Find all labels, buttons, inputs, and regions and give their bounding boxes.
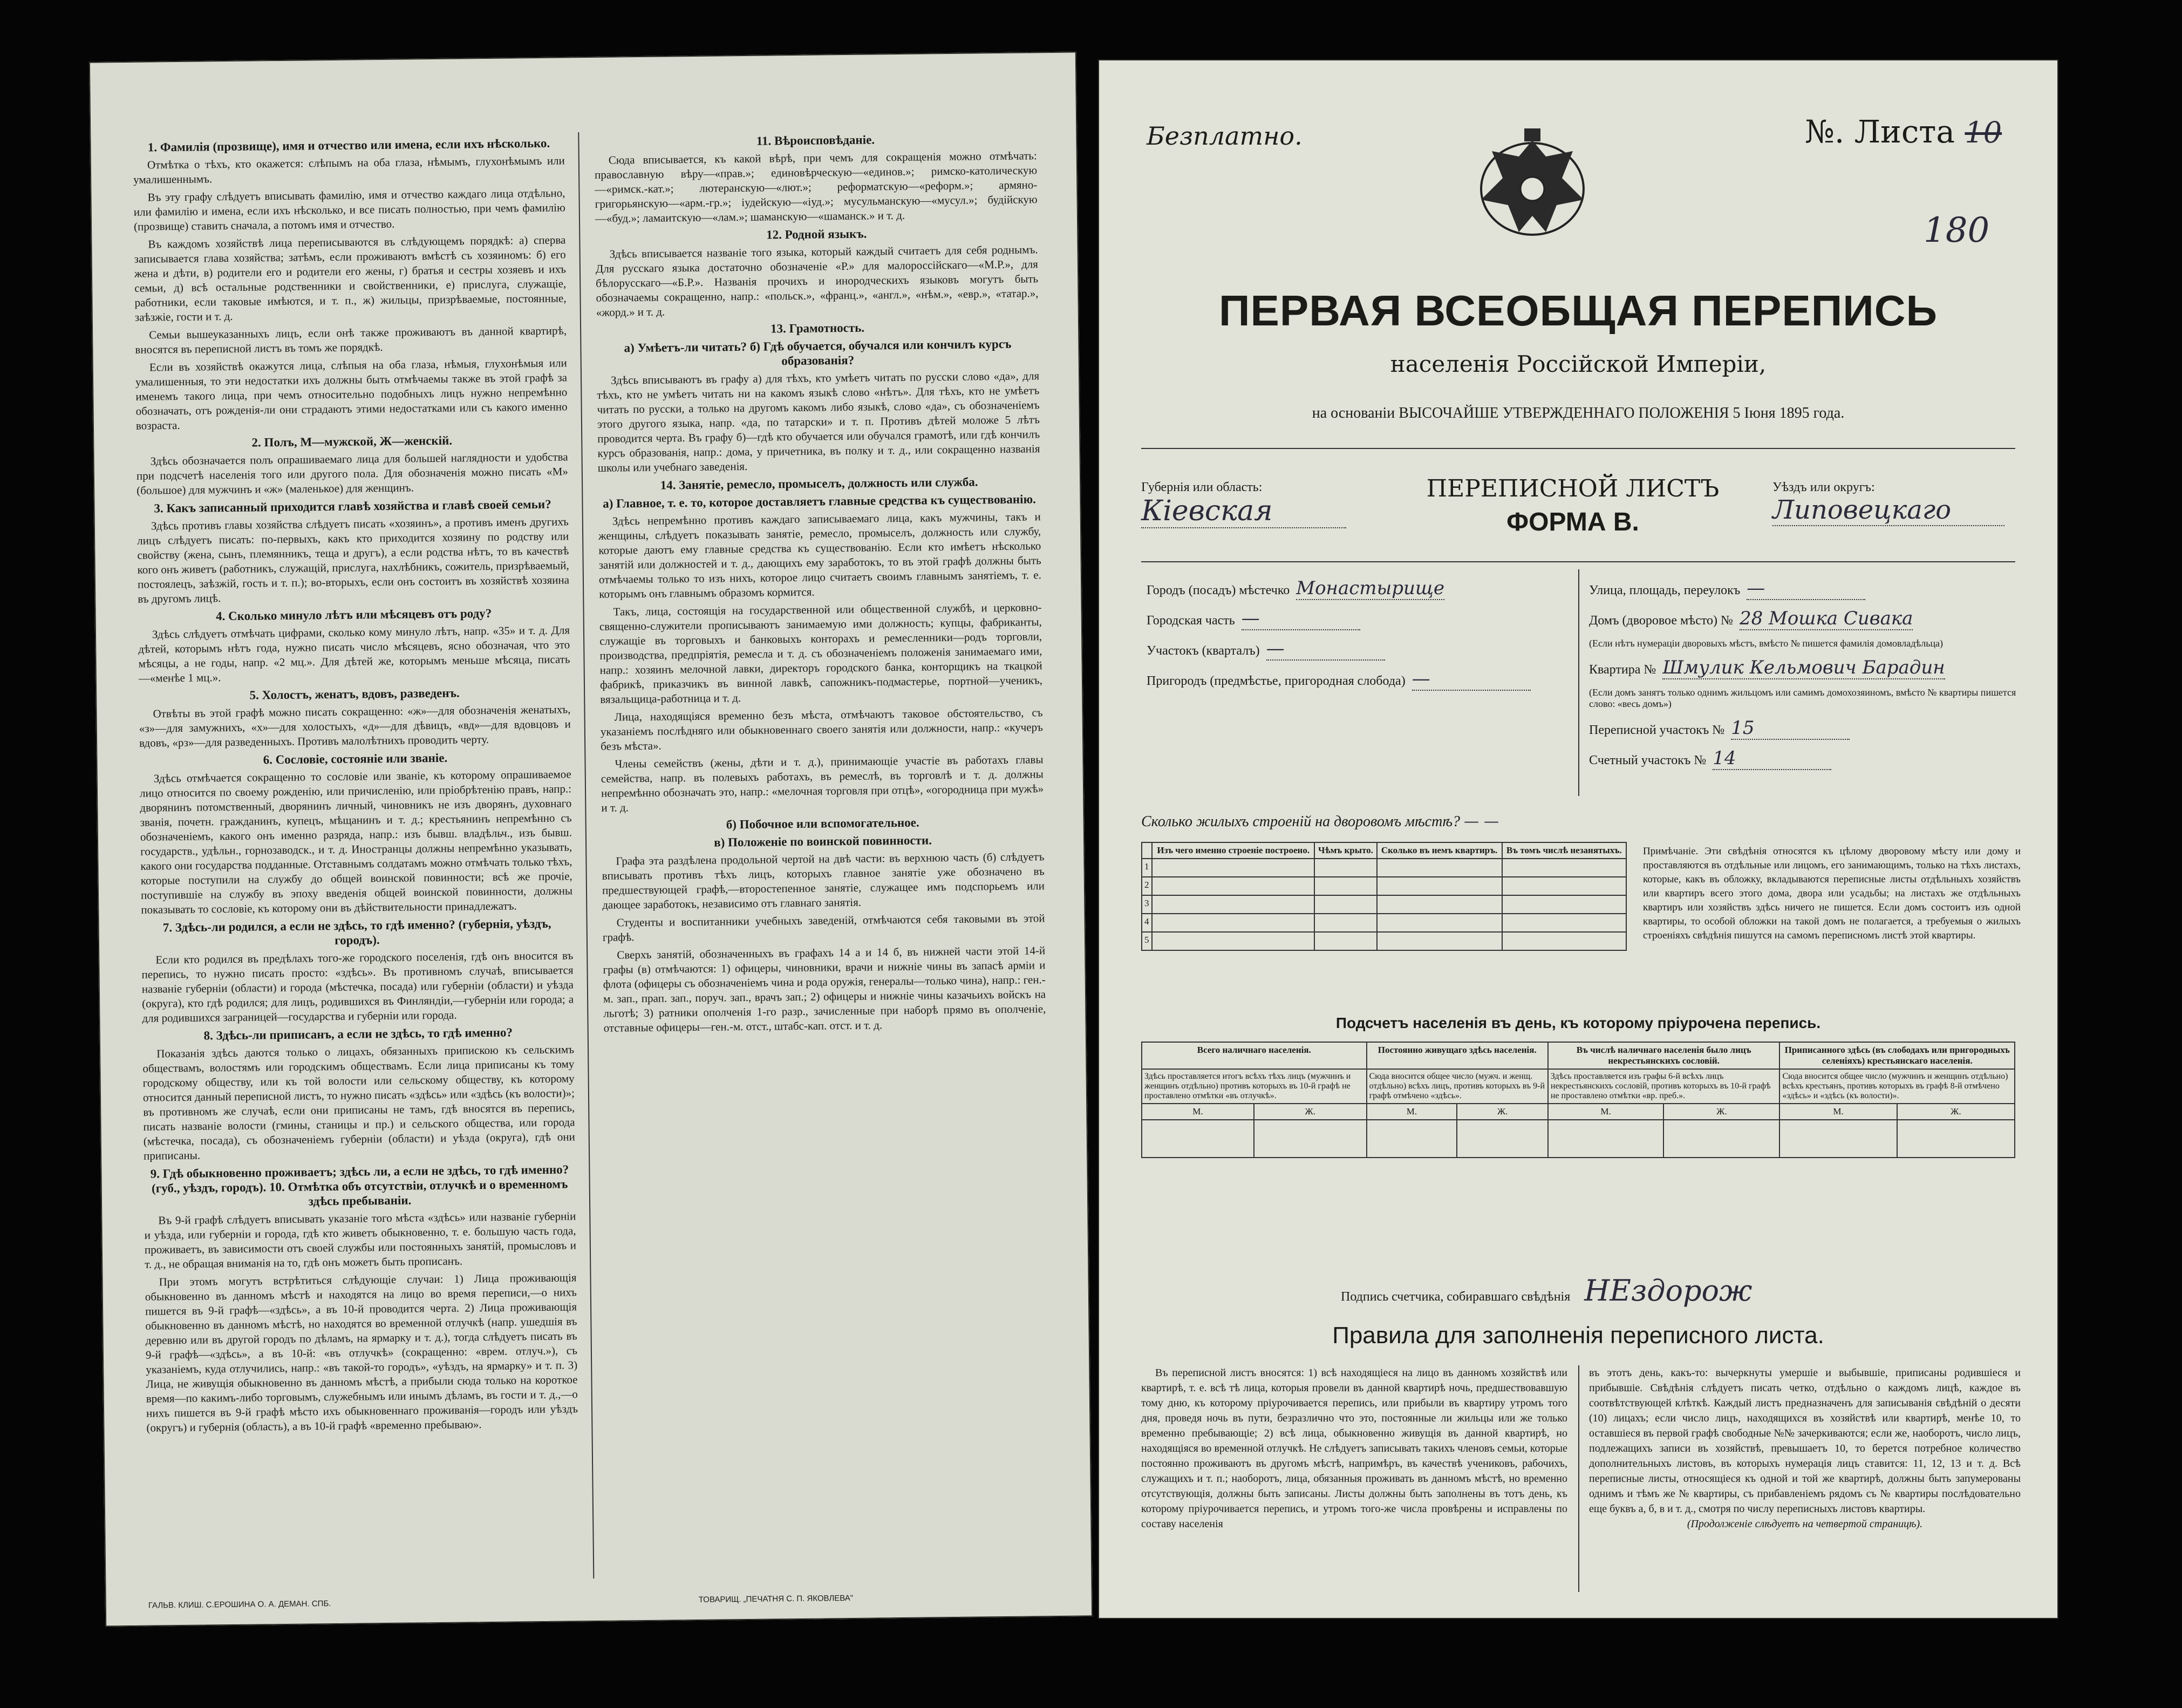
table-header-cell: Въ томъ числѣ незанятыхъ. <box>1502 842 1626 859</box>
section-paragraph: Такъ, лица, состоящія на государственной или общественной службѣ, и церковно-священно-служители прописываютъ занимаемую ими должность; купцы, фабриканты, служащіе въ торговыхъ и банковыхъ конторахъ и ремесленники—родъ торговли, производства, предпріятія, ремесла и т. д. съ обозначеніемъ положенія занимаемаго ими, напр.: хозяинъ мелочной лавки, директоръ городского банка, конторщикъ на ткацкой фабрикѣ, приказчикъ въ винной лавкѣ, сапожникъ-подмастерье, портной—ученикъ, вязальщица-работница и т. д. <box>599 601 1043 706</box>
section-paragraph: Здѣсь вписывается названіе того языка, который каждый считаетъ для себя роднымъ. Для русскаго языка достаточно обозначеніе «Р.» для малороссійскаго—«М.Р.», для бѣлорусскаго—«Б.Р.». Названія прочихъ и инородческихъ языковъ могутъ быть обозначаемы сокращенно, напр.: «польск.», «франц.», «англ.», «нѣм.», «евр.», «татар.», «жорд.» и т. д. <box>595 243 1039 319</box>
signature-label: Подпись счетчика, собиравшаго свѣдѣнія <box>1341 1290 1571 1304</box>
buildings-value: — — <box>1464 812 1499 830</box>
census-basis: на основаніи ВЫСОЧАЙШЕ УТВЕРЖДЕННАГО ПОЛОЖЕНІЯ 5 Іюня 1895 года. <box>1312 405 1845 421</box>
section-paragraph: Если въ хозяйствѣ окажутся лица, слѣпыя на оба глаза, нѣмыя, глухонѣмыя или умалишенныя, то эти недостатки ихъ должны быть отмѣчаемы также въ этой графѣ за именемъ такого лица, при чемъ относительно подобныхъ лицъ нужно непремѣнно обозначать, отъ рожденія-ли они страдаютъ этими недостатками или съ какого именно возраста. <box>135 356 568 432</box>
table-header-cell: Приписанного здѣсь (въ слободахъ или пригородныхъ селеніяхъ) крестьянскаго населенія. <box>1779 1042 2015 1069</box>
gubernia-value: Кіевская <box>1141 495 1346 528</box>
sheet-label: №. Листа <box>1805 113 1955 150</box>
section-heading: 6. Сословіе, состояніе или званіе. <box>263 751 448 767</box>
table-desc-cell: Сюда вносится общее число (мужчинъ и женщинъ отдѣльно) всѣхъ крестьянъ, противъ которыхъ въ графѣ 8-й отмѣчено «здѣсь» и «здѣсь (къ волости)». <box>1779 1069 2015 1104</box>
address-field <box>1589 687 2021 710</box>
section-paragraph: Въ эту графу слѣдуетъ вписывать фамилію, имя и отчество каждаго лица отдѣльно, или фамилію и имена, если ихъ нѣсколько, и все писать полностью, при чемъ фамилію (прозвище) ставить сначала, а потомъ имя и отчество. <box>133 186 565 233</box>
address-field-label: Участокъ (кварталъ) <box>1147 644 1260 658</box>
form-subtitle: ФОРМА В. <box>1506 508 1639 536</box>
table-cell <box>1502 877 1626 895</box>
address-field <box>1589 608 2021 630</box>
sex-column-label: Ж. <box>1663 1104 1779 1120</box>
signature-line <box>1341 1274 1752 1308</box>
address-right-block <box>1589 577 2021 778</box>
section-paragraph: Здѣсь противъ главы хозяйства слѣдуетъ писать «хозяинъ», а противъ именъ другихъ лицъ слѣдуетъ писать: по-первыхъ, какъ кто приходится хозяину по родству или свойству (жена, сынъ, племянникъ, теща и другъ), а если родства нѣтъ, то въ качествѣ кого онъ живетъ (работникъ, служащій, прислуга, нахлѣбникъ, сожитель, призрѣваемый, постоялецъ, заѣзжій, гость и т. п.); во-вторыхъ, если онъ состоитъ въ хозяйствѣ хозяина въ другомъ лицѣ. <box>137 515 570 605</box>
table-cell <box>1152 914 1314 932</box>
table-header-cell: Всего наличнаго населенія. <box>1142 1042 1367 1069</box>
section-heading: б) Побочное или вспомогательное. <box>726 815 919 832</box>
table-cell <box>1314 932 1376 950</box>
sex-column-label: М. <box>1779 1104 1897 1120</box>
address-field-label: Городская часть <box>1147 614 1235 628</box>
table-header-cell: Сколько въ немъ квартиръ. <box>1377 842 1502 859</box>
address-field <box>1147 608 1567 630</box>
header-rule <box>1141 448 2015 449</box>
rules-column-1: Въ переписной листъ вносятся: 1) всѣ находящіеся на лицо въ данномъ хозяйствѣ или квартирѣ, т. е. всѣ тѣ лица, которыя провели въ данной квартирѣ ночь, предшествовавшую тому дню, къ которому пріурочивается перепись, или прибыли въ квартиру утромъ того дня, проведя ночь въ пути, безразлично что это, постоянные ли жильцы или же только временно пребывающіе; 2) всѣ лица, обыкновенно живущія въ данной квартирѣ, но находящіяся во временной отлучкѣ. Не слѣдуетъ записывать такихъ членовъ семьи, которые постоянно проживаютъ въ другомъ мѣстѣ, напримѣръ, въ качествѣ учениковъ, рабочихъ, служащихъ и т. п.; наоборотъ, лица, обязанныя проживать въ данномъ мѣстѣ, но временно отсутствующія, должны быть записаны. Листы должны быть заполнены въ тотъ день, къ которому пріурочивается перепись, и утромъ того-же числа провѣрены и исправлены по составу населенія <box>1141 1367 1567 1530</box>
gubernia-label: Губернія или область: <box>1141 480 1263 494</box>
sex-column-label: Ж. <box>1897 1104 2015 1120</box>
table-row <box>1142 914 1626 932</box>
address-field <box>1589 638 2021 649</box>
table-row <box>1142 859 1626 877</box>
address-field-label: Пригородъ (предмѣстье, пригородная слобода) <box>1147 674 1406 688</box>
table-header-row <box>1142 842 1626 859</box>
section-paragraph: При этомъ могутъ встрѣтиться слѣдующіе случаи: 1) Лица проживающія обыкновенно въ данномъ мѣстѣ и находятся на лицо во время переписи,—о нихъ пишется въ 9-й графѣ—«здѣсь», а въ 10-й проводится черта. 2) Лица проживающія обыкновенно въ данномъ мѣстѣ, но находятся во временной отлучкѣ (напр. ушедшія въ деревню или въ другой городъ по дѣламъ, на ярмарку и т. д.), тогда слѣдуетъ писать въ 9-й графѣ—«здѣсь», а въ 10-й: «въ отлучкѣ» (сокращенно: «врем. отлуч.»), съ указаніемъ, куда отлучились, напр.: «въ такой-то городъ», «уѣздъ, на ярмарку» и т. п. 3) Лица, не живущія обыкновенно въ данномъ мѣстѣ, а прибыли сюда только на короткое время—по какимъ-либо торговымъ, служебнымъ или инымъ дѣламъ, въ гости и т. д.,—о нихъ пишется въ 9-й графѣ мѣсто ихъ обыкновеннаго проживанія—городъ или уѣздъ (округъ) и губернія (область), а въ 10-й графѣ «временно пребываю». <box>145 1271 578 1434</box>
column-divider <box>578 132 594 1578</box>
address-field <box>1147 638 1567 661</box>
section-heading: 12. Родной языкъ. <box>766 227 867 242</box>
table-cell <box>1377 877 1502 895</box>
section-heading: в) Положеніе по воинской повинности. <box>714 833 932 849</box>
address-field-label: Улица, площадь, переулокъ <box>1589 583 1741 597</box>
address-field <box>1589 747 2021 770</box>
sheet-number-label <box>1805 113 2002 150</box>
section-paragraph: Лица, находящіяся временно безъ мѣста, отмѣчаютъ таковое обстоятельство, съ указаніемъ послѣдняго или обыкновеннаго своего занятія или должности, напр.: «кучеръ безъ мѣста». <box>600 706 1043 753</box>
section-paragraph: Семьи вышеуказанныхъ лицъ, если онѣ также проживаютъ въ данной квартирѣ, вносятся въ переписной листъ въ томъ же порядкѣ. <box>135 324 567 356</box>
row-number: 4 <box>1142 914 1152 932</box>
table-cell <box>1152 877 1314 895</box>
table-cell <box>1152 895 1314 914</box>
section-heading: 1. Фамилія (прозвище), имя и отчество или имена, если ихъ нѣсколько. <box>147 136 550 154</box>
address-field <box>1147 668 1567 691</box>
address-field-value: 14 <box>1713 747 1831 770</box>
table-row <box>1142 1104 2015 1120</box>
sex-column-label: М. <box>1367 1104 1457 1120</box>
table-cell <box>1314 895 1376 914</box>
sex-column-label: М. <box>1548 1104 1663 1120</box>
section-paragraph: Отмѣтка о тѣхъ, кто окажется: слѣпымъ на оба глаза, нѣмымъ, глухонѣмымъ или умалишеннымъ. <box>133 154 565 186</box>
section-heading: 9. Гдѣ обыкновенно проживаетъ; здѣсь ли, а если не здѣсь, то гдѣ именно? (губ., уѣздъ, городъ). 10. Отмѣтка объ отсутствіи, отлучкѣ и о временномъ здѣсь пребываніи. <box>150 1162 569 1208</box>
section-heading: а) Умѣетъ-ли читать? б) Гдѣ обучается, обучался или кончилъ курсъ образованія? <box>624 337 1012 368</box>
address-field <box>1147 577 1567 600</box>
buildings-question <box>1141 812 1499 831</box>
address-left-block <box>1147 577 1567 698</box>
address-field-label: (Если нѣтъ нумераціи дворовыхъ мѣстъ, вмѣсто № пишется фамилія домовладѣльца) <box>1589 638 1944 649</box>
table-cell <box>1152 859 1314 877</box>
free-label: Безплатно. <box>1147 121 1303 151</box>
table-row <box>1142 1069 2015 1104</box>
table-cell <box>1779 1120 1897 1158</box>
section-paragraph: Здѣсь непремѣнно противъ каждаго записываемаго лица, какъ мужчины, такъ и женщины, слѣдуетъ показывать занятіе, ремесло, промыселъ, должность или службу, которые даютъ ему главные средства къ существованію. Если кто имѣетъ нѣсколько занятій или должностей и т. д., дающихъ ему заработокъ, то въ этой графѣ должны быть отмѣчаемы только то изъ нихъ, которое лицо считаетъ своимъ главнымъ занятіемъ, т. е. которымъ онъ главнымъ образомъ кормится. <box>598 510 1042 601</box>
section-heading: 8. Здѣсь-ли приписанъ, а если не здѣсь, то гдѣ именно? <box>203 1025 513 1043</box>
address-field-value: Монастырище <box>1296 577 1445 599</box>
signature: НЕздорож <box>1584 1274 1753 1308</box>
section-heading: 3. Какъ записанный приходится главѣ хозяйства и главѣ своей семьи? <box>154 497 551 515</box>
section-heading: 11. Вѣроисповѣданіе. <box>756 133 875 148</box>
section-paragraph: Студенты и воспитанники учебныхъ заведеній, отмѣчаются себя таковыми въ этой графѣ. <box>602 911 1045 944</box>
section-heading: 13. Грамотность. <box>770 321 865 336</box>
population-count-table <box>1141 1042 2015 1158</box>
table-desc-cell: Сюда вносится общее число (мужч. и женщ. отдѣльно) всѣхъ лицъ, противъ которыхъ въ 9-й графѣ отмѣчено «здѣсь». <box>1367 1069 1548 1104</box>
table-cell <box>1502 932 1626 950</box>
imperial-eagle-emblem <box>1476 119 1589 248</box>
table-header-cell: Изъ чего именно строеніе построено. <box>1152 842 1314 859</box>
table-desc-cell: Здѣсь проставляется итогъ всѣхъ тѣхъ лицъ (мужчинъ и женщинъ отдѣльно) противъ которыхъ въ 10-й графѣ не проставлено отмѣтки «въ отлучкѣ». <box>1142 1069 1367 1104</box>
section-paragraph: Сюда вписывается, къ какой вѣрѣ, при чемъ для сокращенія можно отмѣчать: православную вѣру—«прав.»; единовѣрческую—«единов.»; римско-католическую—«римск.-кат.»; лютеранскую—«лют.»; реформатскую—«реформ.»; армяно-григорьянскую—«арм.-гр.»; іудейскую—«іуд.»; мусульманскую—«мусул.»; будійскую—«буд.»; ламаитскую—«лам.»; шаманскую—«шаманск.» и т. д. <box>594 149 1038 225</box>
uezd-value: Липовецкаго <box>1772 495 2004 526</box>
rules-column-2 <box>1589 1365 2021 1532</box>
count-title: Подсчетъ населенія въ день, къ которому пріурочена перепись. <box>1335 1015 1821 1031</box>
address-field-value: — <box>1747 577 1865 600</box>
section-paragraph: Здѣсь слѣдуетъ отмѣчать цифрами, сколько кому минуло лѣтъ, напр. «35» и т. д. Для дѣтей, которымъ нѣтъ года, нужно писать число мѣсяцевъ, ясно обозначая, что это мѣсяцы, а не годы, напр. «2 мц.». Для дѣтей же, которымъ меньше мѣсяца, писать—«менѣе 1 мц.». <box>138 623 570 685</box>
buildings-table <box>1141 842 1627 951</box>
section-heading: 2. Полъ, М—мужской, Ж—женскій. <box>251 433 453 450</box>
address-field-value: Шмулик Кельмович Барадин <box>1662 657 1945 678</box>
section-heading: 5. Холостъ, женатъ, вдовъ, разведенъ. <box>249 686 460 702</box>
table-cell <box>1548 1120 1663 1158</box>
section-heading: 7. Здѣсь-ли родился, а если не здѣсь, то гдѣ именно? (губернія, уѣздъ, городъ). <box>162 916 551 947</box>
table-cell <box>1152 932 1314 950</box>
section-paragraph: Здѣсь отмѣчается сокращенно то сословіе или званіе, къ которому опрашиваемое лицо относится по своему рожденію, или причисленію, или пріобрѣтенію правъ, напр.: дворянинъ потомственный, дворянинъ личный, чиновникъ не изъ дворянъ, духовнаго званія, почетн. гражданинъ, купецъ, мѣщанинъ и т. д.; крестьянинъ непремѣнно съ обозначеніемъ, какого онъ именно разряда, напр.: изъ бывш. владѣльч., изъ бывш. государств., удѣльн., горнозаводск., и т. д. Иностранцы должны непремѣнно указывать, какого они государства подданные. Отставнымъ солдатамъ можно отмѣчать только тѣхъ, которые поступили на службу до общей воинской повинности; всѣ же прочіе, поступившіе на службу въ эпоху введенія общей воинской повинности, должны показывать то сословіе, къ которому они въ дѣйствительности принадлежатъ. <box>139 767 573 916</box>
table-header-cell: Постоянно живущаго здѣсь населенія. <box>1367 1042 1548 1069</box>
sheet-number: 10 <box>1965 115 2002 149</box>
right-page <box>1098 59 2058 1619</box>
table-cell <box>1314 914 1376 932</box>
table-cell <box>1142 1120 1254 1158</box>
table-row <box>1142 932 1626 950</box>
section-paragraph: Въ каждомъ хозяйствѣ лица переписываются въ слѣдующемъ порядкѣ: а) сперва записывается глава хозяйства; затѣмъ, если проживаютъ вмѣстѣ съ хозяиномъ: б) его жена и дѣти, в) родители его и родители его жены, г) братья и сестры хозяевъ и ихъ семьи, д) всѣ остальные родственники и свойственники, е) прислуга, служащіе, работники, если таковые имѣются, и т. п., ж) жильцы, призрѣваемые, постоянные, заѣзжіе, гости и т. д. <box>134 233 567 324</box>
address-field-label: Домъ (дворовое мѣсто) № <box>1589 614 1733 628</box>
table-cell <box>1663 1120 1779 1158</box>
section-paragraph: Если кто родился въ предѣлахъ того-же городского поселенія, гдѣ онъ вносится въ перепись, то нужно писать просто: «здѣсь». Въ противномъ случаѣ, вписывается названіе губерніи (области) и города (мѣстечка, посада) или губерніи (области) и уѣзда (округа), кто гдѣ родился; для лицъ, родившихся въ Финляндіи,—губерніи или города; а для родившихся заграницей—государства и губерніи или города. <box>141 949 574 1025</box>
buildings-question-label: Сколько жилыхъ строеній на дворовомъ мѣстѣ? <box>1141 813 1461 830</box>
buildings-note: Примѣчаніе. Эти свѣдѣнія относятся къ цѣлому дворовому мѣсту или дому и проставляются въ отдѣльные или лицомъ, его занимающимъ, только на тѣхъ листахъ, которые, какъ въ обложку, вкладываются переписные листы отдѣльныхъ хозяйствъ или квартиръ всего этого дома, двора или усадьбы; на листахъ же отдѣльныхъ квартиръ или хозяйствъ здѣсь ничего не пишется. Если домъ состоитъ изъ одной квартиры, то особой обложки на такой домъ не полагается, а требуемыя о жилыхъ строеніяхъ свѣдѣнія пишутся на самомъ переписномъ листѣ этой квартиры. <box>1643 846 2021 941</box>
address-field <box>1589 717 2021 740</box>
address-field-value: — <box>1412 668 1531 691</box>
section-heading: 4. Сколько минуло лѣтъ или мѣсяцевъ отъ роду? <box>215 606 492 623</box>
printer-credit-right: ТОВАРИЩ. „ПЕЧАТНЯ С. П. ЯКОВЛЕВА" <box>698 1593 854 1604</box>
gubernia-field <box>1141 480 1368 528</box>
section-paragraph: Сверхъ занятій, обозначенныхъ въ графахъ 14 а и 14 б, въ нижней части этой 14-й графы (в) отмѣчаются: 1) офицеры, чиновники, врачи и нижніе чины въ запасѣ арміи и флота (офицеры съ обозначеніемъ чина и рода оружія, генералы—только чина), напр.: ген.-м. зап., прап. зап., поруч. зап., врачъ зап.; 2) офицеры и нижніе чины казачьихъ войскъ на льготѣ; 3) ратники ополченія 1-го разр., зачисленные при наборѣ прямо въ ополченіе, отставные офицеры—ген.-м. отст., штабс-кап. отст. и т. д. <box>603 944 1046 1035</box>
census-title: ПЕРВАЯ ВСЕОБЩАЯ ПЕРЕПИСЬ <box>1219 287 1938 335</box>
address-field-label: Переписной участокъ № <box>1589 723 1725 737</box>
table-header-cell: Чѣмъ крыто. <box>1314 842 1376 859</box>
row-number: 2 <box>1142 877 1152 895</box>
address-field <box>1589 577 2021 600</box>
table-cell <box>1502 914 1626 932</box>
table-cell <box>1502 895 1626 914</box>
table-cell <box>1457 1120 1547 1158</box>
section-paragraph: Члены семействъ (жены, дѣти и т. д.), принимающіе участіе въ работахъ главы семейства, напр. въ полевыхъ работахъ, въ ремеслѣ, въ торговлѣ и т. д. должны непремѣнно обозначать это, напр.: «мелочная торговля при отцѣ», «огородница при мужѣ» и т. д. <box>601 753 1044 814</box>
section-heading: 14. Занятіе, ремесло, промыселъ, должность или служба. <box>660 475 978 492</box>
table-header-row <box>1142 1042 2015 1069</box>
rules-column-2-text: въ этотъ день, какъ-то: вычеркнуты умершіе и выбывшіе, приписаны родившіеся и прибывшіе. Свѣдѣнія слѣдуетъ писать четко, отдѣльно о каждомъ лицѣ, каждое въ соотвѣтствующей клѣткѣ. Каждый листъ предназначенъ для записыванія свѣдѣній о десяти (10) лицахъ; если число лицъ, находящихся въ хозяйствѣ или квартирѣ, менѣе 10, то оставшіеся въ первой графѣ свободные №№ зачеркиваются; если же, наоборотъ, число лицъ, подлежащихъ записи въ хозяйствѣ, превышаетъ 10, то берется потребное количество дополнительныхъ листовъ, въ которыхъ нумерація лицъ ставится: 11, 12, 13 и т. д. Всѣ переписные листы, относящіеся къ одной и той же квартирѣ, должны быть запумерованы однимъ и тѣмъ же № квартиры, съ прибавленіемъ рядомъ съ № квартиры послѣдовательно еще буквъ а, б, в и т. д., смотря по числу переписныхъ листовъ квартиры. <box>1589 1367 2021 1515</box>
section-heading: а) Главное, т. е. то, которое доставляетъ главные средства къ существованію. <box>602 492 1036 511</box>
table-cell <box>1377 932 1502 950</box>
address-divider <box>1578 569 1579 796</box>
sex-column-label: Ж. <box>1254 1104 1367 1120</box>
section-paragraph: Въ 9-й графѣ слѣдуетъ вписывать указаніе того мѣста «здѣсь» или названіе губерніи и уѣзда, или губерніи и города, гдѣ кто живетъ обыкновенно, т. е. большую часть года, проживаетъ, въ зависимости отъ своей службы или постоянныхъ занятій, промысловъ и т. д., не обращая вниманія на то, гдѣ онъ можетъ быть прописанъ. <box>144 1209 577 1271</box>
address-field <box>1589 657 2021 679</box>
table-cell <box>1254 1120 1367 1158</box>
rules-continuation: (Продолженіе слѣдуетъ на четвертой страницѣ). <box>1687 1518 1923 1530</box>
section-paragraph: Показанія здѣсь даются только о лицахъ, обязанныхъ припискою къ сельскимъ обществамъ, волостямъ или городскимъ обществамъ. Если лица приписаны къ тому городскому обществу, или къ той волости или сельскому обществу, къ которому относится данный переписной листъ, то нужно писать «здѣсь» или «здѣсь (къ волости)»; въ противномъ же случаѣ, если они приписаны не тамъ, гдѣ вносятся въ перепись, писать названіе волости (гмины, станицы и пр.) и сельского общества, или города (мѣстечка, посада), съ обозначеніемъ губерніи (области) и уѣзда (округа), гдѣ они приписаны. <box>142 1043 575 1162</box>
address-field-label: (Если домъ занятъ только однимъ жильцомъ или самимъ домохозяиномъ, вмѣсто № квартиры пишется слово: «весь домъ») <box>1589 687 2016 709</box>
address-field-value: — <box>1266 638 1385 661</box>
table-cell <box>1314 877 1376 895</box>
table-cell <box>1377 859 1502 877</box>
census-subtitle: населенія Россійской Имперіи, <box>1390 351 1767 377</box>
sex-column-label: Ж. <box>1457 1104 1547 1120</box>
table-desc-cell: Здѣсь проставляется изъ графы 6-й всѣхъ лицъ некрестьянскихъ сословій, противъ которыхъ въ 10-й графѣ не проставлено отмѣтки «вр. преб.». <box>1548 1069 1780 1104</box>
printer-credit-left: ГАЛЬВ. КЛИШ. С.ЕРОШИНА О. А. ДЕМАН. СПБ. <box>148 1599 331 1610</box>
table-row <box>1142 877 1626 895</box>
table-cell <box>1377 914 1502 932</box>
sex-column-label: М. <box>1142 1104 1254 1120</box>
instructions-column-2 <box>594 127 1046 1038</box>
instructions-column-1 <box>133 132 578 1438</box>
address-field-label: Счетный участокъ № <box>1589 753 1707 767</box>
section-paragraph: Отвѣты въ этой графѣ можно писать сокращенно: «ж»—для обозначенія женатыхъ, «з»—для замужнихъ, «х»—для холостыхъ, «д»—для дѣвицъ, «вд»—для вдовцовъ и вдовъ, «рз»—для разведенныхъ. Противъ малолѣтнихъ проводить черту. <box>139 703 571 750</box>
table-cell <box>1377 895 1502 914</box>
section-paragraph: Графа эта раздѣлена продольной чертой на двѣ части: въ верхнюю часть (б) слѣдуетъ вписывать противъ тѣхъ лицъ, которыхъ главное занятіе уже обозначено въ предшествующей графѣ,—второстепенное занятіе, служащее имъ подспорьемъ или дающее заработокъ, независимо отъ главнаго занятія. <box>602 850 1045 911</box>
section-paragraph: Здѣсь обозначается полъ опрашиваемаго лица для большей наглядности и удобства при подсчетѣ населенія того или другого пола. Для обозначенія можно писать «М» (большое) для мужчинъ и «ж» (маленькое) для женщинъ. <box>136 450 568 497</box>
address-field-value: 15 <box>1731 717 1850 740</box>
section-paragraph: Здѣсь вписываютъ въ графу а) для тѣхъ, кто умѣетъ читать по русски слово «да», для тѣхъ, кто не умѣетъ читать ни на какомъ языкѣ слово «нѣтъ». Для тѣхъ, кто не умѣетъ читать по русски, а только на другомъ какомъ либо языкѣ, слово «да», съ обозначеніемъ этого другого языка, напр. «да, по татарски» и т. п. Противъ дѣтей моложе 5 лѣтъ проводится черта. Въ графу б)—гдѣ кто обучается или обучался грамотѣ, или гдѣ кончилъ курсъ образованія, напр.: дома, у причетника, въ полку и т. д., или сокращенно названія школы или учебнаго заведенія. <box>597 369 1040 474</box>
rules-divider <box>1578 1365 1579 1592</box>
rules-title: Правила для заполненія переписного листа. <box>1332 1322 1824 1349</box>
row-number: 1 <box>1142 859 1152 877</box>
left-page <box>89 51 1093 1627</box>
address-field-label: Городъ (посадъ) мѣстечко <box>1147 583 1290 597</box>
table-row <box>1142 895 1626 914</box>
row-number: 3 <box>1142 895 1152 914</box>
archive-number: 180 <box>1924 210 1990 250</box>
table-header-cell: Въ числѣ наличнаго населенія было лицъ некрестьянскихъ сословій. <box>1548 1042 1780 1069</box>
address-top-rule <box>1141 561 2015 562</box>
table-cell <box>1314 859 1376 877</box>
form-title: ПЕРЕПИСНОЙ ЛИСТЪ <box>1426 475 1720 502</box>
uezd-label: Уѣздъ или округъ: <box>1772 480 1875 494</box>
address-field-value: 28 Мошка Сивака <box>1739 608 1913 629</box>
table-cell <box>1367 1120 1457 1158</box>
table-cell <box>1897 1120 2015 1158</box>
address-field-label: Квартира № <box>1589 663 1656 677</box>
address-field-value: — <box>1242 608 1360 630</box>
row-number: 5 <box>1142 932 1152 950</box>
table-row <box>1142 1120 2015 1158</box>
table-cell <box>1502 859 1626 877</box>
uezd-field <box>1772 480 2021 526</box>
